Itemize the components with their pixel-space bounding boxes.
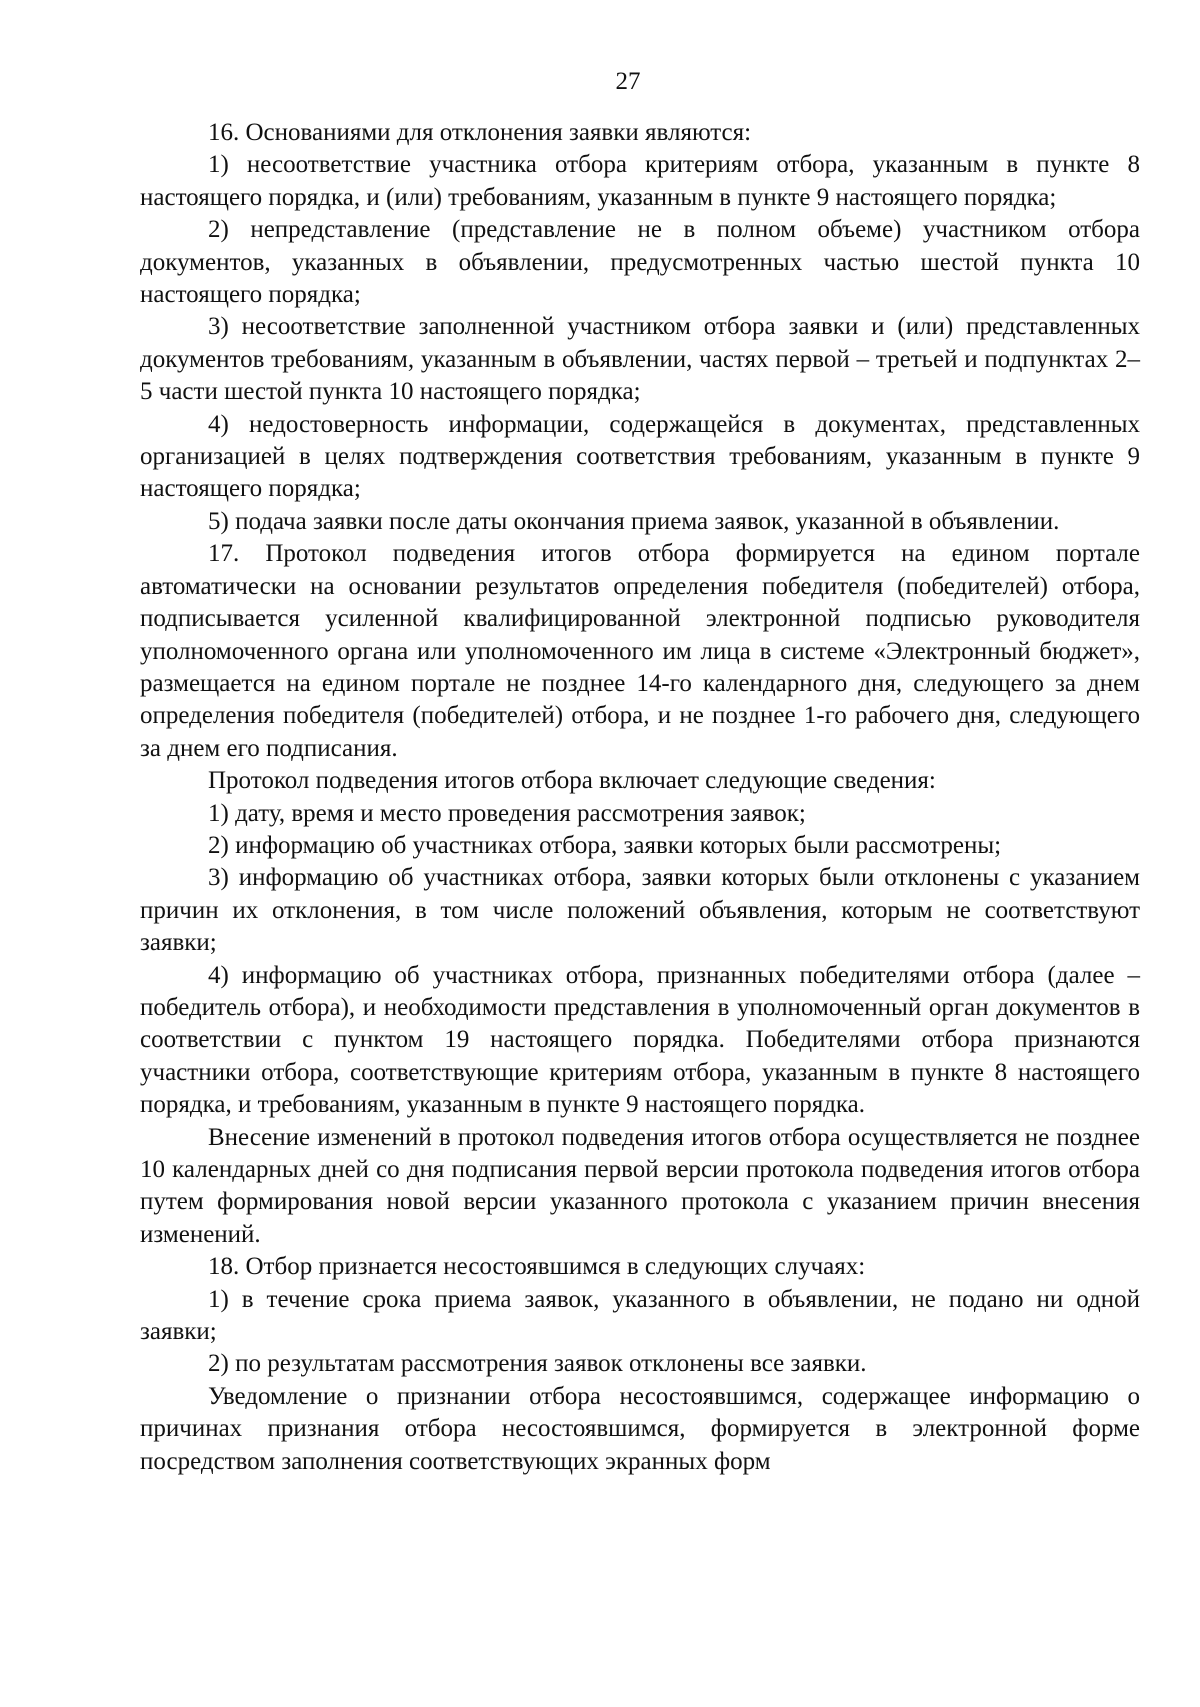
page-number: 27 [615, 68, 641, 95]
paragraph-17-protocol-contents: Протокол подведения итогов отбора включает следующие сведения: [208, 767, 936, 795]
paragraph-17-amendments: Внесение изменений в протокол подведения итогов отбора осуществляется не позднее 10 календарных дней со дня подписания первой версии протокола подведения итогов отбора путем формирования новой версии указанного протокола с указанием причин внесения изменений. [140, 1123, 1140, 1248]
paragraph-17: 17. Протокол подведения итогов отбора формируется на едином портале автоматически на основании результатов определения победителя (победителей) отбора, подписывается усиленной квалифицированной электронной подписью руководителя уполномоченного органа или уполномоченного им лица в системе «Электронный бюджет», размещается на едином портале не позднее 14-го календарного дня, следующего за днем определения победителя (победителей) отбора, и не позднее 1-го рабочего дня, следующего за днем его подписания. [140, 540, 1140, 762]
paragraph-17-item-3: 3) информацию об участниках отбора, заявки которых были отклонены с указанием причин их отклонения, в том числе положений объявления, которым не соответствуют заявки; [140, 864, 1140, 957]
paragraph-18-item-2: 2) по результатам рассмотрения заявок отклонены все заявки. [208, 1350, 867, 1378]
paragraph-16-item-1: 1) несоответствие участника отбора критериям отбора, указанным в пункте 8 настоящего порядка, и (или) требованиям, указанным в пункте 9 настоящего порядка; [140, 151, 1140, 211]
paragraph-16-item-5: 5) подача заявки после даты окончания приема заявок, указанной в объявлении. [208, 507, 1060, 535]
paragraph-16-item-4: 4) недостоверность информации, содержащейся в документах, представленных организацией в целях подтверждения соответствия требованиям, указанным в пункте 9 настоящего порядка; [140, 410, 1140, 503]
paragraph-17-item-1: 1) дату, время и место проведения рассмотрения заявок; [208, 799, 806, 827]
paragraph-17-item-2: 2) информацию об участниках отбора, заявки которых были рассмотрены; [208, 831, 1002, 859]
paragraph-16-item-2: 2) непредставление (представление не в полном объеме) участником отбора документов, указанных в объявлении, предусмотренных частью шестой пункта 10 настоящего порядка; [140, 216, 1140, 309]
paragraph-17-item-4: 4) информацию об участниках отбора, признанных победителями отбора (далее – победитель отбора), и необходимости представления в уполномоченный орган документов в соответствии с пунктом 19 настоящего порядка. Победителями отбора признаются участники отбора, соответствующие критериям отбора, указанным в пункте 8 настоящего порядка, и требованиям, указанным в пункте 9 настоящего порядка. [140, 961, 1140, 1119]
paragraph-16-item-3: 3) несоответствие заполненной участником отбора заявки и (или) представленных документов требованиям, указанным в объявлении, частях первой – третьей и подпунктах 2–5 части шестой пункта 10 настоящего порядка; [140, 313, 1140, 406]
document-body [140, 117, 1140, 1478]
paragraph-18-item-1: 1) в течение срока приема заявок, указанного в объявлении, не подано ни одной заявки; [140, 1285, 1140, 1346]
paragraph-18-heading: 18. Отбор признается несостоявшимся в следующих случаях: [208, 1253, 866, 1281]
paragraph-16-heading: 16. Основаниями для отклонения заявки являются: [208, 119, 752, 146]
paragraph-18-notice: Уведомление о признании отбора несостоявшимся, содержащее информацию о причинах признания отбора несостоявшимся, формируется в электронной форме посредством заполнения соответствующих экранных форм [140, 1382, 1140, 1475]
